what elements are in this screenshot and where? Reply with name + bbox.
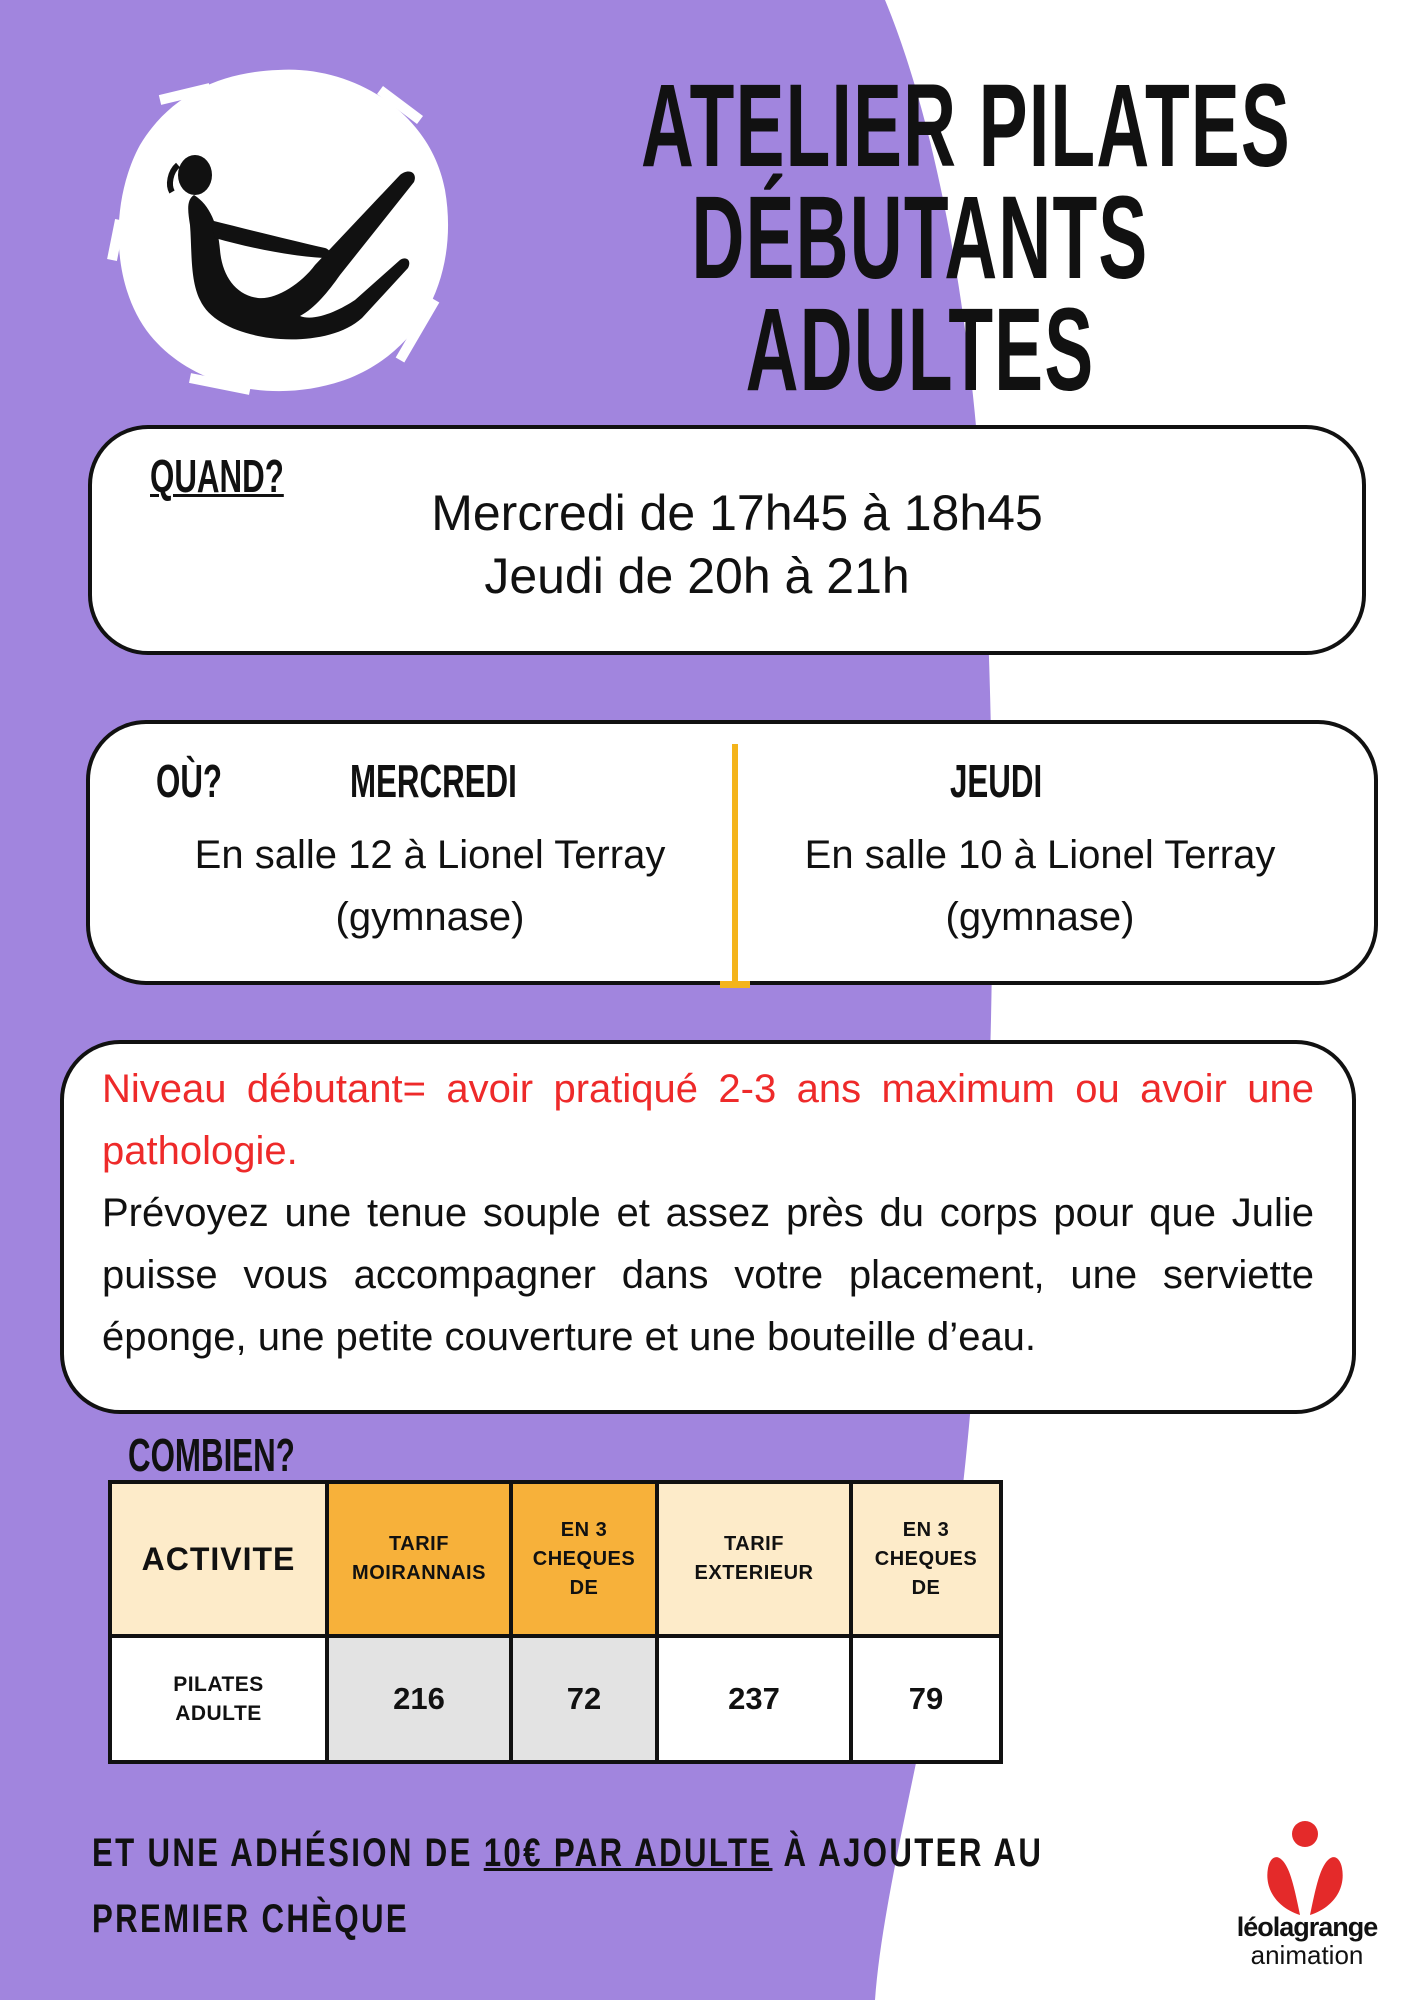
schedule-wednesday: Mercredi de 17h45 à 18h45	[431, 485, 1043, 541]
header-cheques-moirannais: EN 3 CHEQUES DE	[511, 1482, 657, 1636]
wednesday-location	[170, 824, 690, 948]
brand-name: léolagrange	[1236, 1912, 1378, 1942]
location-divider-foot	[720, 981, 750, 988]
when-label: QUAND?	[150, 450, 284, 502]
price-table	[108, 1480, 1003, 1764]
title-line-2: DÉBUTANTS	[691, 172, 1149, 304]
info-text	[102, 1058, 1314, 1368]
wednesday-heading: MERCREDI	[350, 755, 517, 807]
wednesday-location-line-2: (gymnase)	[335, 895, 525, 939]
brand-subtitle: animation	[1250, 1940, 1364, 1970]
membership-fee: 10€ PAR ADULTE	[483, 1831, 773, 1875]
header-cheques-exterieur: EN 3 CHEQUES DE	[851, 1482, 1001, 1636]
leolagrange-mark-icon	[1260, 1820, 1350, 1920]
header-tarif-moirannais: TARIF MOIRANNAIS	[327, 1482, 511, 1636]
thursday-heading: JEUDI	[950, 755, 1043, 807]
membership-note-line-2: PREMIER CHÈQUE	[92, 1897, 410, 1941]
cell-tarif-exterieur: 237	[657, 1636, 851, 1762]
leolagrange-logo	[1222, 1820, 1392, 1980]
thursday-location-line-2: (gymnase)	[945, 895, 1135, 939]
poster-title	[470, 60, 1370, 416]
title-line-3: ADULTES	[745, 284, 1095, 416]
info-box	[60, 1040, 1356, 1414]
pilates-silhouette-logo	[100, 60, 460, 400]
membership-note-line-1: ET UNE ADHÉSION DE 10€ PAR ADULTE À AJOUTER AU	[92, 1831, 1044, 1875]
price-table-header-row	[110, 1482, 1001, 1636]
thursday-location-line-1: En salle 10 à Lionel Terray	[804, 833, 1276, 877]
thursday-location	[770, 824, 1310, 948]
cell-cheques-moirannais: 72	[511, 1636, 657, 1762]
location-divider	[732, 744, 738, 984]
title-line-1: ATELIER PILATES	[641, 60, 1291, 192]
where-label: OÙ?	[156, 755, 223, 807]
equipment-text: Prévoyez une tenue souple et assez près du corps pour que Julie puisse vous accompagner dans votre placement, une serviette éponge, une petite couverture et une bouteille d’eau.	[102, 1191, 1314, 1359]
price-label: COMBIEN?	[128, 1429, 295, 1481]
where-box	[86, 720, 1378, 985]
membership-note	[92, 1820, 1192, 1952]
header-tarif-exterieur: TARIF EXTERIEUR	[657, 1482, 851, 1636]
price-table-row	[110, 1636, 1001, 1762]
level-requirement-text: Niveau débutant= avoir pratiqué 2-3 ans maximum ou avoir une pathologie.	[102, 1067, 1314, 1173]
wednesday-location-line-1: En salle 12 à Lionel Terray	[194, 833, 666, 877]
cell-cheques-exterieur: 79	[851, 1636, 1001, 1762]
when-box	[88, 425, 1366, 655]
schedule-thursday: Jeudi de 20h à 21h	[484, 548, 910, 604]
header-activite: ACTIVITE	[110, 1482, 327, 1636]
row-activity: PILATES ADULTE	[110, 1636, 327, 1762]
cell-tarif-moirannais: 216	[327, 1636, 511, 1762]
